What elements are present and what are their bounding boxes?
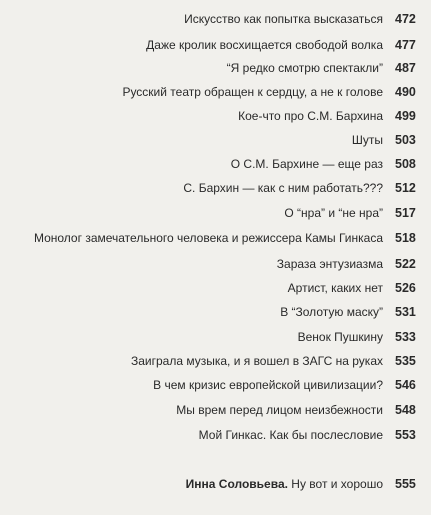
- toc-entry-page: 522: [395, 257, 416, 271]
- toc-entry-title: О С.М. Бархине — еще раз: [230, 157, 383, 171]
- toc-entry: [0, 327, 431, 347]
- toc-entry-title: Зараза энтузиазма: [276, 257, 383, 271]
- toc-entry-page: 533: [395, 330, 416, 344]
- toc-entry-page: 548: [395, 403, 416, 417]
- toc-entry-page: 477: [395, 38, 416, 52]
- toc-entry-page: 512: [395, 181, 416, 195]
- author-name: Инна Соловьева.: [185, 477, 288, 491]
- toc-entry-title: Русский театр обращен к сердцу, а не к голове: [122, 85, 383, 99]
- toc-entry-title: Венок Пушкину: [297, 330, 383, 344]
- toc-entry-page: 546: [395, 378, 416, 392]
- toc-entry-page: 526: [395, 281, 416, 295]
- toc-entry: [0, 228, 431, 248]
- toc-entry-page: 531: [395, 305, 416, 319]
- toc-entry-title: Мы врем перед лицом неизбежности: [176, 403, 383, 417]
- toc-entry-page: 518: [395, 231, 416, 245]
- toc-entry-page: 555: [395, 477, 416, 491]
- toc-entry-title: Мой Гинкас. Как бы послесловие: [198, 428, 383, 442]
- toc-entry-page: 490: [395, 85, 416, 99]
- toc-entry-title: Шуты: [351, 133, 383, 147]
- toc-entry-page: 553: [395, 428, 416, 442]
- toc-entry-page: 472: [395, 12, 416, 26]
- toc-entry: [0, 254, 431, 274]
- toc-entry: [0, 425, 431, 445]
- toc-entry: [0, 35, 431, 55]
- toc-entry-title: В чем кризис европейской цивилизации?: [153, 378, 383, 392]
- toc-entry-title: Монолог замечательного человека и режиссера Камы Гинкаса: [33, 231, 383, 245]
- toc-entry-page: 508: [395, 157, 416, 171]
- toc-entry-page: 487: [395, 61, 416, 75]
- toc-entry: [0, 203, 431, 223]
- toc-entry: [0, 9, 431, 29]
- toc-entry-title: “Я редко смотрю спектакли”: [226, 61, 383, 75]
- toc-entry: [0, 130, 431, 150]
- toc-entry: [0, 58, 431, 78]
- toc-entry: [0, 302, 431, 322]
- toc-entry-title: Артист, каких нет: [287, 281, 383, 295]
- toc-entry-page: 535: [395, 354, 416, 368]
- toc-entry: [0, 82, 431, 102]
- toc-entry: [0, 106, 431, 126]
- toc-entry-title: В “Золотую маску”: [280, 305, 383, 319]
- toc-entry-title: Кое-что про С.М. Бархина: [238, 109, 383, 123]
- toc-entry-page: 517: [395, 206, 416, 220]
- toc-entry-title: О “нра” и “не нра”: [284, 206, 383, 220]
- toc-entry: [0, 154, 431, 174]
- toc-entry-page: 503: [395, 133, 416, 147]
- toc-final-entry-title: Ну вот и хорошо: [287, 477, 383, 491]
- toc-final-entry: [0, 474, 431, 494]
- toc-entry-page: 499: [395, 109, 416, 123]
- toc-entry-title: Даже кролик восхищается свободой волка: [146, 38, 383, 52]
- toc-entry-title: С. Бархин — как с ним работать???: [183, 181, 383, 195]
- toc-entry-title: Заиграла музыка, и я вошел в ЗАГС на руках: [130, 354, 383, 368]
- toc-entry: [0, 278, 431, 298]
- toc-entry: [0, 351, 431, 371]
- toc-entry-title: Искусство как попытка высказаться: [184, 12, 383, 26]
- toc-entry: [0, 178, 431, 198]
- toc-entry: [0, 375, 431, 395]
- toc-entry: [0, 400, 431, 420]
- toc-final-entry-text: [186, 474, 383, 494]
